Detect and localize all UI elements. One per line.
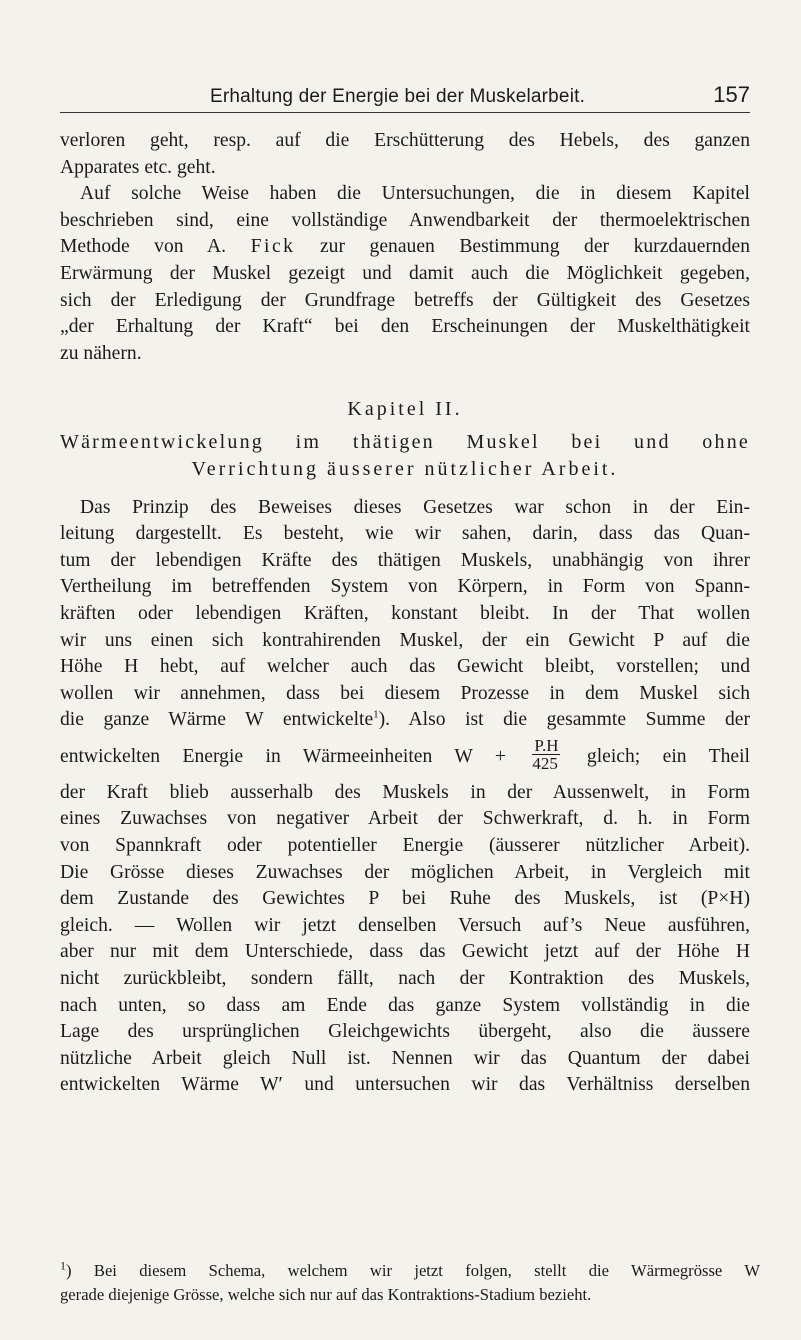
text-line: Die Grösse dieses Zuwachses der möglichen Arbeit, in Vergleich mit — [60, 861, 750, 883]
text-line: der Kraft blieb ausserhalb des Muskels in der Aussenwelt, in Form — [60, 781, 750, 803]
running-header — [60, 82, 750, 113]
text-line: kräften oder lebendigen Kräften, konstant bleibt. In der That wollen — [60, 602, 750, 624]
text-fragment: Methode von A. — [60, 236, 251, 258]
main-text — [60, 128, 750, 1099]
text-line: Das Prinzip des Beweises dieses Gesetzes war schon in der Ein- — [80, 496, 750, 518]
footnote-line — [60, 1259, 760, 1283]
page-number: 157 — [713, 82, 750, 107]
text-line: beschrieben sind, eine vollständige Anwendbarkeit der thermoelektrischen — [60, 209, 750, 231]
fraction — [532, 735, 560, 773]
text-line: Lage des ursprünglichen Gleichgewichts übergeht, also die äussere — [60, 1021, 750, 1043]
footnote-mark: 1 — [60, 1258, 66, 1273]
chapter-heading: Kapitel II. — [347, 398, 463, 421]
text-line: entwickelten Wärme W′ und untersuchen wir das Verhältniss derselben — [60, 1074, 750, 1096]
text-line: wollen wir annehmen, dass bei diesem Prozesse in dem Muskel sich — [60, 682, 750, 704]
text-line: dem Zustande des Gewichtes P bei Ruhe des Muskels, ist (P×H) — [60, 888, 750, 910]
text-line: von Spannkraft oder potentieller Energie (äusserer nützlicher Arbeit). — [60, 835, 750, 857]
text-line: Apparates etc. geht. — [60, 156, 216, 178]
text-line: nützliche Arbeit gleich Null ist. Nennen wir das Quantum der dabei — [60, 1047, 750, 1069]
text-line: nach unten, so dass am Ende das ganze System vollständig in die — [60, 994, 750, 1016]
text-fragment: die ganze Wärme W entwickelte — [60, 709, 374, 731]
text-line: sich der Erledigung der Grundfrage betreffs der Gültigkeit des Gesetzes — [60, 289, 750, 311]
text-line: „der Erhaltung der Kraft“ bei den Erscheinungen der Muskelthätigkeit — [60, 316, 750, 338]
text-fragment: zur genauen Bestimmung der kurzdauernden — [295, 236, 750, 258]
text-line: Auf solche Weise haben die Untersuchungen, die in diesem Kapitel — [80, 183, 750, 205]
text-line: eines Zuwachses von negativer Arbeit der Schwerkraft, d. h. in Form — [60, 808, 750, 830]
footnote-reference: 1 — [373, 708, 379, 721]
chapter-title-line: Verrichtung äusserer nützlicher Arbeit. — [191, 457, 619, 480]
text-line — [60, 707, 750, 734]
text-fragment: gleich; ein Theil — [564, 745, 750, 767]
text-fragment: ). Also ist die gesammte Summe der — [378, 709, 750, 731]
footnote-line: gerade diejenige Grösse, welche sich nur auf das Kontraktions-Stadium bezieht. — [60, 1285, 592, 1304]
text-fragment: entwickelten Energie in Wärmeeinheiten W + — [60, 745, 529, 767]
text-line: Höhe H hebt, auf welcher auch das Gewicht bleibt, vorstellen; und — [60, 656, 750, 678]
text-line — [60, 234, 750, 261]
text-line: gleich. — Wollen wir jetzt denselben Versuch auf’s Neue ausführen, — [60, 914, 750, 936]
text-line: Vertheilung im betreffenden System von Körpern, in Form von Spann- — [60, 576, 750, 598]
text-fragment: ) Bei diesem Schema, welchem wir jetzt folgen, stellt die Wärmegrösse W — [66, 1261, 760, 1280]
text-line: tum der lebendigen Kräfte des thätigen Muskels, unabhängig von ihrer — [60, 549, 750, 571]
author-name: Fick — [250, 236, 296, 258]
spacer — [60, 367, 750, 379]
fraction-denominator: 425 — [532, 753, 558, 773]
text-line: aber nur mit dem Unterschiede, dass das Gewicht jetzt auf der Höhe H — [60, 941, 750, 963]
text-line: leitung dargestellt. Es besteht, wie wir sahen, darin, dass das Quan- — [60, 523, 750, 545]
text-line: wir uns einen sich kontrahirenden Muskel, der ein Gewicht P auf die — [60, 629, 750, 651]
running-title: Erhaltung der Energie bei der Muskelarbeit. — [210, 86, 586, 107]
text-line: Erwärmung der Muskel gezeigt und damit auch die Möglichkeit gegeben, — [60, 262, 750, 284]
text-line: nicht zurückbleibt, sondern fällt, nach der Kontraktion des Muskels, — [60, 968, 750, 990]
spacer — [60, 483, 750, 495]
chapter-title-line: Wärmeentwickelung im thätigen Muskel bei und ohne — [60, 431, 750, 454]
formula-line — [60, 735, 750, 780]
footnote — [60, 1259, 760, 1307]
text-line: zu nähern. — [60, 342, 142, 364]
text-line: verloren geht, resp. auf die Erschütterung des Hebels, des ganzen — [60, 130, 750, 151]
fraction-numerator: P.H — [534, 735, 559, 755]
